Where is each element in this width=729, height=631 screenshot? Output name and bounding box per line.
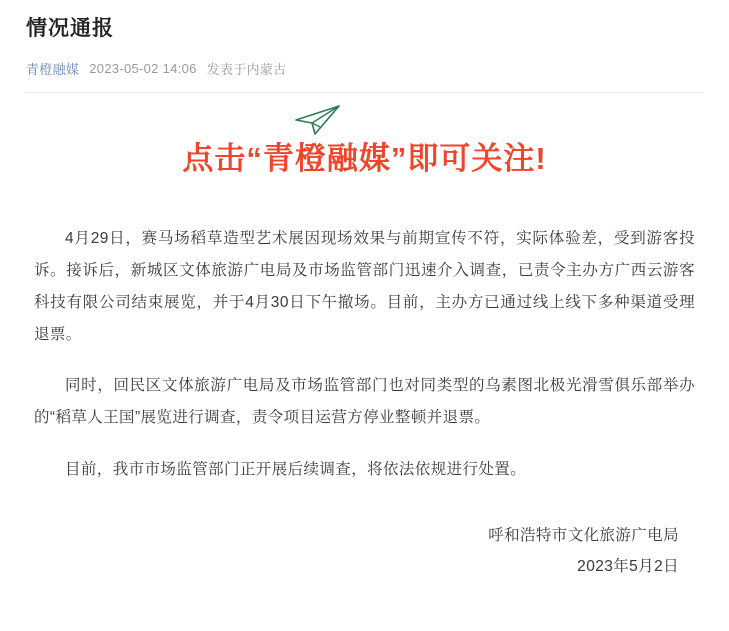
- paragraph: 目前，我市市场监管部门正开展后续调查，将依法依规进行处置。: [65, 460, 527, 478]
- signature-date: 2023年5月2日: [577, 557, 679, 575]
- follow-banner[interactable]: [26, 99, 703, 195]
- paragraph: 4月29日，赛马场稻草造型艺术展因现场效果与前期宣传不符，实际体验差，受到游客投诉。接诉后，新城区文体旅游广电局及市场监管部门迅速介入调查，已责令主办方广西云游客科技有限公司结束展览，并于4月30日下午撤场。目前，主办方已通过线上线下多种渠道受理退票。: [34, 230, 695, 343]
- article-body: [26, 223, 703, 581]
- signature-block: [34, 520, 695, 582]
- header-divider: [26, 92, 703, 93]
- meta-datetime: 2023-05-02 14:06: [89, 61, 197, 77]
- paragraph: 同时，回民区文体旅游广电局及市场监管部门也对同类型的乌素图北极光滑雪俱乐部举办的“稻草人王国”展览进行调查，责令项目运营方停业整顿并退票。: [34, 377, 695, 427]
- meta-author[interactable]: 青橙融媒: [26, 62, 80, 78]
- page-title: 情况通报: [26, 17, 114, 40]
- article-meta: [26, 59, 703, 78]
- follow-banner-text: 点击“青橙融媒”即可关注!: [182, 141, 547, 177]
- article-page: [0, 14, 729, 631]
- signature-organization: 呼和浩特市文化旅游广电局: [488, 526, 679, 544]
- meta-location: 发表于内蒙古: [206, 62, 287, 78]
- paper-plane-icon: [294, 103, 342, 137]
